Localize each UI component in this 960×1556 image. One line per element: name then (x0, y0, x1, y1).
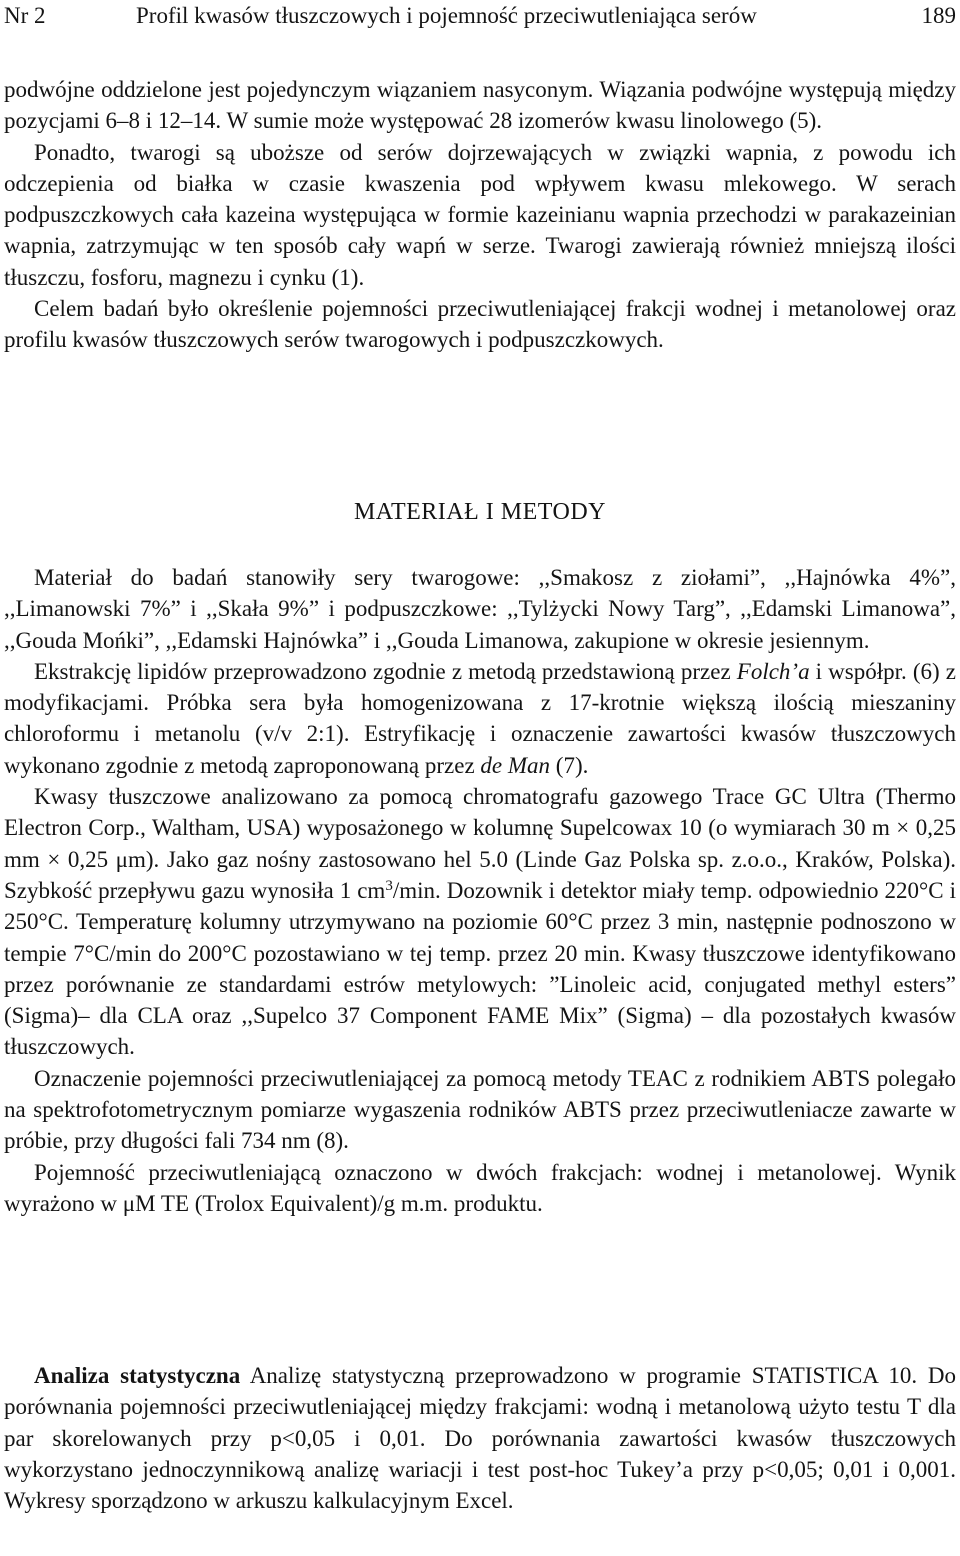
methods-paragraph-materials: Materiał do badań stanowiły sery twarogowe: ,,Smakosz z ziołami”, ,,Hajnówka 4%”, ,,Limanowski 7%” i ,,Skała 9%” i podpuszczkowe: ,,Tylżycki Nowy Targ”, ,,Edamski Limanowa”, ,,Gouda Mońki”, ,,Edamski Hajnówka” i ,,Gouda Limanowa, zakupione w okresie jesiennym. (4, 565, 956, 653)
stats-section (4, 1360, 956, 1516)
stats-paragraph: Analiza statystyczna Analizę statystyczną przeprowadzono w programie STATISTICA 10. Do porównania pojemności przeciwutleniającej między frakcjami: wodną i metanolową użyto testu T dla par skorelowanych przy p<0,05 i 0,01. Do porównania zawartości kwasów tłuszczowych wykorzystano jednoczynnikową analizę wariacji i test post-hoc Tukey’a przy p<0,05; 0,01 i 0,001. Wykresy sporządzono w arkuszu kalkulacyjnym Excel. (4, 1363, 956, 1514)
section-heading-methods: MATERIAŁ I METODY (353, 499, 607, 525)
stats-label: Analiza statystyczna (34, 1363, 241, 1388)
intro-paragraph-2: Ponadto, twarogi są uboższe od serów dojrzewających w związki wapnia, z powodu ich odczepienia od białka w czasie kwaszenia pod wpływem kwasu mlekowego. W serach podpuszczkowych cała kazeina występująca w formie kazeinianu wapnia przechodzi w parakazeinian wapnia, zatrzymując w ten sposób cały wapń w serze. Twarogi zawierają również mniejszą ilości tłuszczu, fosforu, magnezu i cynku (1). (4, 139, 956, 290)
intro-section (4, 74, 956, 356)
methods-paragraph-fractions: Pojemność przeciwutleniającą oznaczono w dwóch frakcjach: wodnej i metanolowej. Wynik wyrażono w μM TE (Trolox Equivalent)/g m.m. produktu. (4, 1159, 956, 1216)
author-folch: Folch’a (736, 658, 810, 684)
page-number: 189 (921, 3, 956, 28)
methods-paragraph-extraction: Ekstrakcję lipidów przeprowadzono zgodnie z metodą przedstawioną przez Folch’a i współpr. (6) z modyfikacjami. Próbka sera była homogenizowana z 17-krotnie większą ilością mieszaniny chloroformu i metanolu (v/v 2:1). Estryfikację i oznaczenie zawartości kwasów tłuszczowych wykonano zgodnie z metodą zaproponowaną przez de Man (7). (4, 658, 956, 778)
intro-paragraph-1: podwójne oddzielone jest pojedynczym wiązaniem nasyconym. Wiązania podwójne występują między pozycjami 6–8 i 12–14. W sumie może występować 28 izomerów kwasu linolowego (5). (4, 77, 956, 134)
issue-number: Nr 2 (4, 3, 46, 28)
methods-section (4, 562, 956, 1219)
superscript-3: 3 (385, 877, 393, 894)
intro-paragraph-3: Celem badań było określenie pojemności przeciwutleniającej frakcji wodnej i metanolowej oraz profilu kwasów tłuszczowych serów twarogowych i podpuszczkowych. (4, 296, 956, 353)
methods-paragraph-teac: Oznaczenie pojemności przeciwutleniającej za pomocą metody TEAC z rodnikiem ABTS polegało na spektrofotometrycznym pomiarze wygaszenia rodników ABTS przez przeciwutleniacze zawarte w próbie, przy długości fali 734 nm (8). (4, 1065, 956, 1154)
running-title: Profil kwasów tłuszczowych i pojemność przeciwutleniająca serów (136, 3, 757, 28)
methods-paragraph-gc: Kwasy tłuszczowe analizowano za pomocą chromatografu gazowego Trace GC Ultra (Thermo Electron Corp., Waltham, USA) wyposażonego w kolumnę Supelcowax 10 (o wymiarach 30 m × 0,25 mm × 0,25 μm). Jako gaz nośny zastosowano hel 5.0 (Linde Gaz Polska sp. z.o.o., Kraków, Polska). Szybkość przepływu gazu wynosiła 1 $cm^3/\min$. Dozownik i detektor miały temp. odpowiednio 220°C i 250°C. Temperaturę kolumny utrzymywano na poziomie 60°C przez 3 min, następnie podnoszono w tempie 7°C/min do 200°C pozostawiano w tej temp. przez 20 min. Kwasy tłuszczowe identyfikowano przez porównanie ze standardami estrów metylowych: ”Linoleic acid, conjugated methyl esters” (Sigma)– dla CLA oraz ,,Supelco 37 Component FAME Mix” (Sigma) – dla pozostałych kwasów tłuszczowych. (4, 784, 956, 1060)
running-header (0, 2, 956, 32)
author-de-man: de Man (480, 752, 551, 778)
